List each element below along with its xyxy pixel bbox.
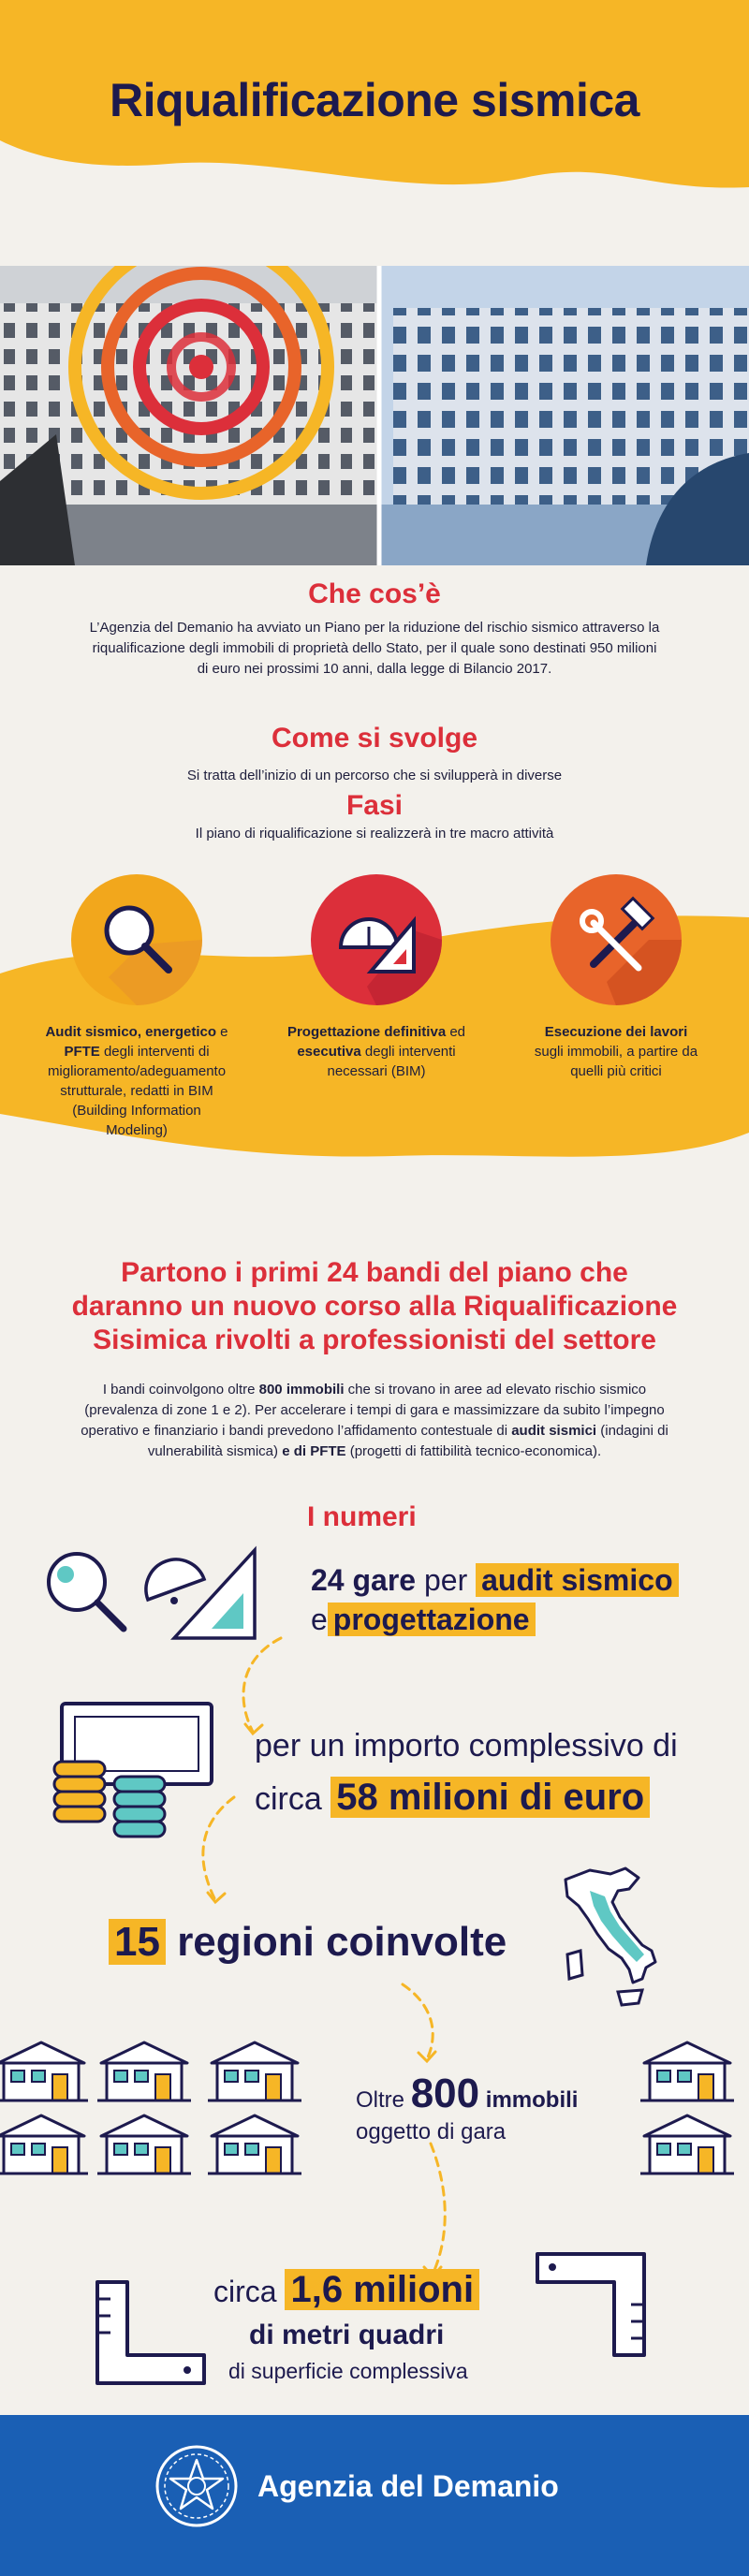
importo-value: 58 milioni di euro [330,1777,650,1818]
protractor-set-square-icon [311,874,442,1005]
immobili-value: 800 [410,2071,480,2116]
text-line: Audit sismico, energetico e [45,1024,228,1040]
text-line: I bandi coinvolgono oltre 800 immobili che si trovano in aree ad elevato rischio sismico [102,1382,647,1398]
text-line: di euro nei prossimi 10 anni, dalla legge di Bilancio 2017. [197,661,552,677]
phase-3-badge [551,874,682,1005]
regioni-value: 15 [109,1919,166,1965]
text-line: quelli più critici [570,1063,662,1079]
page-title: Riqualificazione sismica [110,74,639,126]
gare-stat: 24 gare per audit sismico [311,1563,679,1598]
text-line: strutturale, redatti in BIM [60,1083,213,1099]
superficie-unit: di metri quadri [249,2320,445,2350]
regioni-label: regioni coinvolte [177,1919,507,1965]
square-ruler-right-icon [530,2250,652,2363]
announcement-heading [0,1256,749,1357]
section-how-intro: Si tratta dell’inizio di un percorso che si svilupperà in diverse [186,768,563,783]
highlight-progettazione: progettazione [328,1603,536,1636]
italy-map-icon [552,1865,665,2014]
footer-agency-name: Agenzia del Demanio [257,2469,559,2503]
immobili-stat: Oltre 800 immobili [356,2071,579,2116]
text-line: (prevalenza di zone 1 e 2). Per accelerare i tempi di gara e massimizzare da subito l’impegno [84,1402,665,1418]
regioni-stat [109,1919,507,1966]
heading-line: daranno un nuovo corso alla Riqualificazione [71,1291,678,1322]
text-line: Esecuzione dei lavori [544,1024,688,1040]
announcement-body [28,1380,721,1462]
gare-stat-line2: e progettazione [311,1603,536,1637]
superficie-sub: di superficie complessiva [228,2359,468,2383]
text-line: PFTE degli interventi di [64,1044,210,1060]
magnifier-icon [71,874,202,1005]
text-line: Modeling) [106,1122,168,1138]
phase-1-text [24,1022,249,1140]
state-emblem-logo [152,2441,242,2531]
hammer-wrench-icon [551,874,682,1005]
superficie-value: 1,6 milioni [285,2269,479,2310]
hero-building-photo [0,266,749,565]
text-line: miglioramento/adeguamento [47,1063,227,1079]
magnifier-and-tools-illustration [34,1535,277,1657]
text-line: operativo e finanziario i bandi prevedono l’affidamento contestuale di audit sismici (indagini di [81,1423,668,1439]
buildings-illustration-left [0,2037,318,2187]
square-ruler-left-icon [90,2278,212,2391]
header-yellow-band [0,0,749,271]
buildings-illustration-right [637,2037,749,2187]
highlight-audit: audit sismico [476,1563,679,1597]
heading-line: Sisimica rivolti a professionisti del settore [93,1325,656,1355]
gare-value: 24 gare [311,1563,417,1597]
phase-2-text [264,1022,489,1081]
text-line: vulnerabilità sismica) e di PFTE (progetti di fattibilità tecnico-economica). [147,1443,602,1459]
importo-line1: per un importo complessivo di [255,1728,678,1764]
importo-line2: circa 58 milioni di euro [255,1777,650,1819]
section-how-heading: Come si svolge [271,723,478,754]
heading-line: Partono i primi 24 bandi del piano che [121,1257,628,1288]
text-line: sugli immobili, a partire da [534,1044,698,1060]
phase-1-badge [71,874,202,1005]
section-what-heading: Che cos’è [308,578,441,609]
phase-3-text [504,1022,728,1081]
section-what-text [28,618,721,680]
money-illustration [52,1696,221,1846]
superficie-stat: circa 1,6 milioni [213,2269,479,2311]
phases-heading: Fasi [345,790,404,821]
phases-intro: Il piano di riqualificazione si realizzerà in tre macro attività [195,826,554,842]
text-line: riqualificazione degli immobili di proprietà dello Stato, per il quale sono destinati 950 milioni [92,640,657,656]
phase-2-badge [311,874,442,1005]
text-line: esecutiva degli interventi [297,1044,456,1060]
text-line: L’Agenzia del Demanio ha avviato un Piano per la riduzione del rischio sismico attraverso la [89,620,660,636]
immobili-sub: oggetto di gara [356,2119,507,2144]
numbers-heading: I numeri [307,1501,417,1532]
text-line: necessari (BIM) [327,1063,426,1079]
text-line: (Building Information [72,1103,201,1119]
text-line: Progettazione definitiva ed [286,1024,466,1040]
